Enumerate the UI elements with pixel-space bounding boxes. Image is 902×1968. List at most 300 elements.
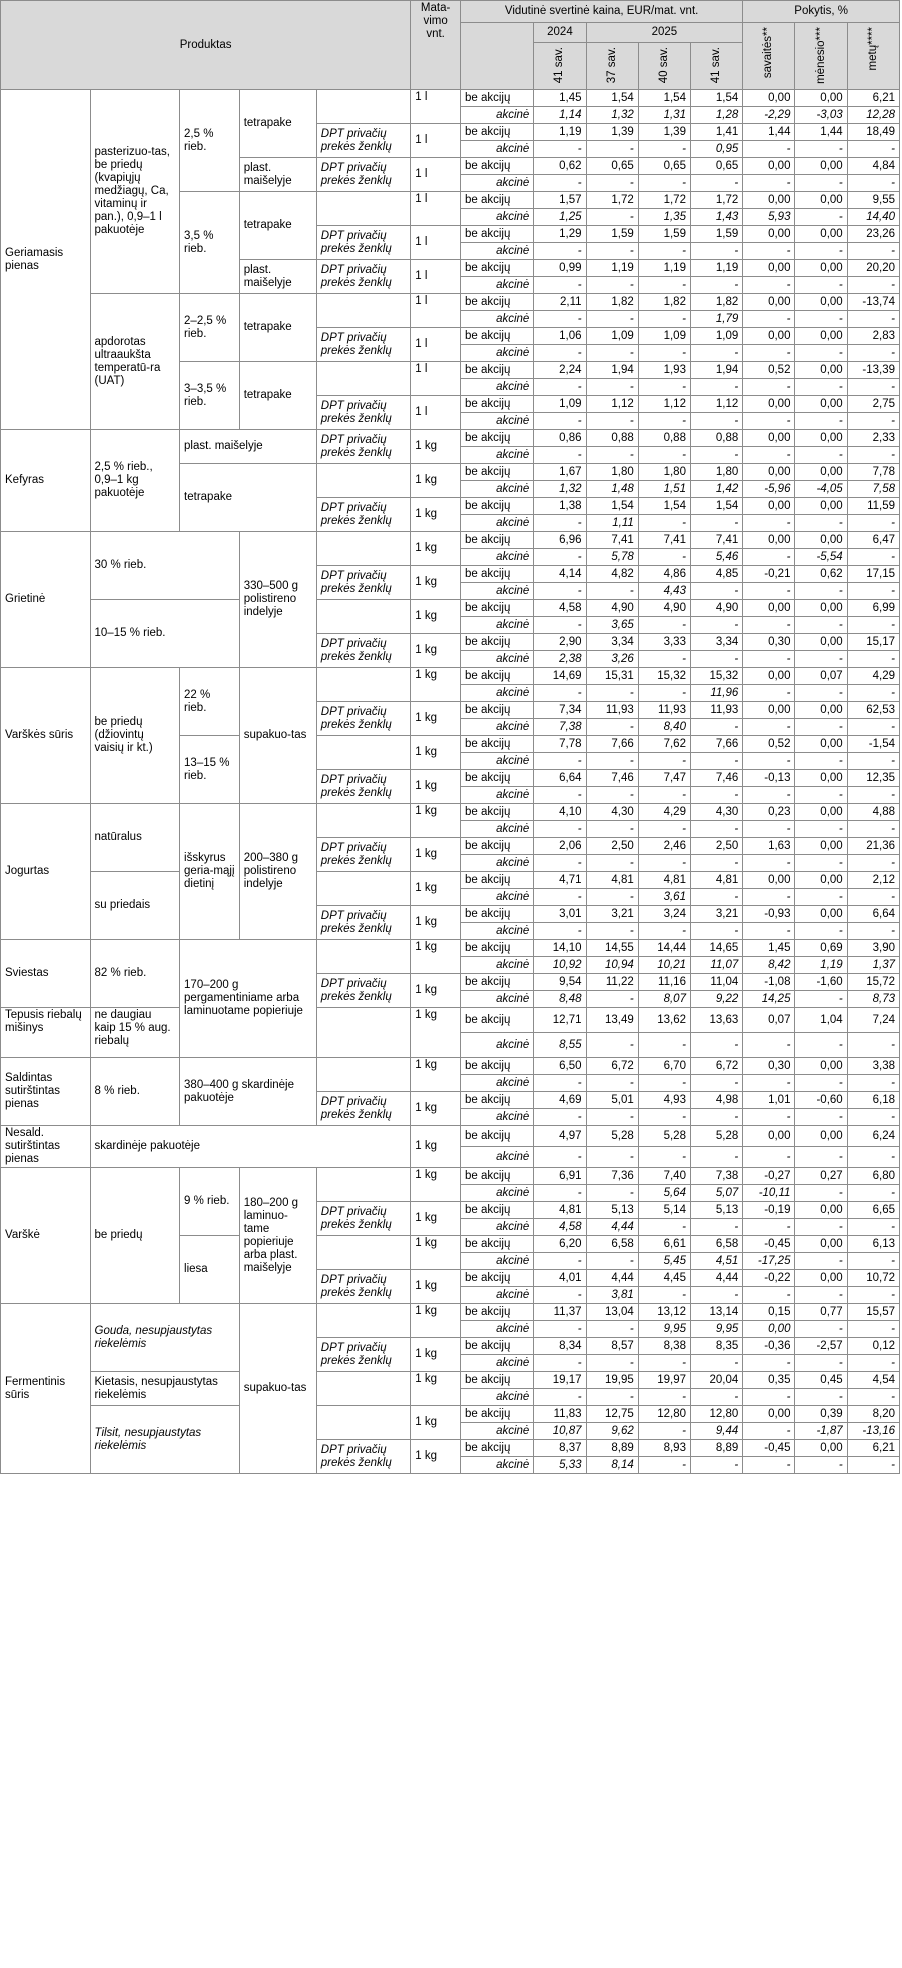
pack-plast: plast. maišelyje — [239, 158, 316, 192]
change-cell: -0,60 — [795, 1092, 847, 1109]
price-cell: - — [690, 1355, 742, 1372]
brand-dpt: DPT privačių prekės ženklų — [316, 1092, 410, 1126]
price-cell: - — [534, 753, 586, 770]
change-cell: - — [847, 1355, 899, 1372]
unit: 1 l — [411, 226, 461, 260]
change-cell: - — [795, 617, 847, 634]
unit: 1 kg — [411, 1406, 461, 1440]
pack-polistireno: 330–500 g polistireno indelyje — [239, 532, 316, 668]
price-cell: 4,81 — [534, 1202, 586, 1219]
change-cell: - — [847, 379, 899, 396]
price-cell: - — [586, 821, 638, 838]
price-cell: 6,61 — [638, 1236, 690, 1253]
change-cell: - — [847, 583, 899, 600]
price-cell: - — [534, 855, 586, 872]
change-cell: -1,54 — [847, 736, 899, 753]
brand-dpt: DPT privačių prekės ženklų — [316, 260, 410, 294]
brand-blank — [316, 1008, 410, 1058]
price-cell: 0,65 — [690, 158, 742, 175]
price-type-akcine: akcinė — [460, 957, 533, 974]
change-cell: 0,00 — [795, 396, 847, 413]
unit: 1 kg — [411, 1372, 461, 1406]
change-cell: 4,88 — [847, 804, 899, 821]
price-cell: 6,20 — [534, 1236, 586, 1253]
header-menesio: mėnesio*** — [795, 23, 847, 90]
change-cell: - — [743, 719, 795, 736]
change-cell: - — [743, 379, 795, 396]
price-cell: 2,38 — [534, 651, 586, 668]
brand-blank — [316, 192, 410, 226]
price-cell: - — [534, 413, 586, 430]
price-cell: 1,12 — [638, 396, 690, 413]
change-cell: 9,55 — [847, 192, 899, 209]
price-cell: - — [586, 583, 638, 600]
price-type-akcine: akcinė — [460, 1321, 533, 1338]
change-cell: - — [795, 175, 847, 192]
price-cell: 4,10 — [534, 804, 586, 821]
change-cell: 0,00 — [743, 702, 795, 719]
price-cell: - — [586, 141, 638, 158]
price-type-akcine: akcinė — [460, 549, 533, 566]
price-cell: 1,59 — [690, 226, 742, 243]
price-cell: 4,81 — [690, 872, 742, 889]
change-cell: 0,00 — [743, 430, 795, 447]
change-cell: 0,00 — [743, 396, 795, 413]
price-cell: - — [534, 1109, 586, 1126]
category-grietine: Grietinė — [1, 532, 91, 668]
category-kefyras: Kefyras — [1, 430, 91, 532]
change-cell: - — [847, 821, 899, 838]
price-cell: 4,30 — [690, 804, 742, 821]
price-cell: - — [690, 243, 742, 260]
change-cell: 0,30 — [743, 1058, 795, 1075]
price-cell: 3,21 — [690, 906, 742, 923]
price-cell: 5,01 — [586, 1092, 638, 1109]
change-cell: 0,35 — [743, 1372, 795, 1389]
price-cell: - — [638, 685, 690, 702]
change-cell: 0,00 — [795, 158, 847, 175]
price-type-akcine: akcinė — [460, 1423, 533, 1440]
change-cell: - — [847, 753, 899, 770]
change-cell: 0,00 — [743, 1126, 795, 1147]
brand-dpt: DPT privačių prekės ženklų — [316, 226, 410, 260]
brand-blank — [316, 804, 410, 838]
price-cell: 14,69 — [534, 668, 586, 685]
price-cell: 0,65 — [586, 158, 638, 175]
unit: 1 l — [411, 192, 461, 226]
price-type-be-akciju: be akcijų — [460, 1236, 533, 1253]
change-cell: - — [743, 923, 795, 940]
price-cell: 7,41 — [638, 532, 690, 549]
price-cell: 2,06 — [534, 838, 586, 855]
price-type-akcine: akcinė — [460, 923, 533, 940]
change-cell: 0,00 — [795, 430, 847, 447]
change-cell: 0,27 — [795, 1168, 847, 1185]
change-cell: - — [847, 1389, 899, 1406]
change-cell: 0,00 — [795, 906, 847, 923]
price-cell: - — [690, 447, 742, 464]
change-cell: - — [743, 583, 795, 600]
change-cell: - — [743, 175, 795, 192]
price-cell: 7,47 — [638, 770, 690, 787]
price-cell: 5,33 — [534, 1457, 586, 1474]
change-cell: 11,59 — [847, 498, 899, 515]
price-cell: 7,36 — [586, 1168, 638, 1185]
price-cell: 1,11 — [586, 515, 638, 532]
price-cell: 0,99 — [534, 260, 586, 277]
header-metu: metų**** — [847, 23, 899, 90]
change-cell: - — [795, 277, 847, 294]
change-cell: - — [847, 277, 899, 294]
change-cell: -3,03 — [795, 107, 847, 124]
price-cell: - — [638, 549, 690, 566]
price-cell: 9,44 — [690, 1423, 742, 1440]
brand-dpt: DPT privačių prekės ženklų — [316, 1270, 410, 1304]
unit: 1 kg — [411, 1304, 461, 1338]
change-cell: 6,24 — [847, 1126, 899, 1147]
price-type-akcine: akcinė — [460, 719, 533, 736]
unit: 1 kg — [411, 600, 461, 634]
change-cell: - — [795, 583, 847, 600]
change-cell: 0,00 — [795, 702, 847, 719]
header-year-2024: 2024 — [534, 23, 586, 43]
price-cell: 6,72 — [586, 1058, 638, 1075]
price-cell: 1,06 — [534, 328, 586, 345]
unit: 1 kg — [411, 498, 461, 532]
change-cell: - — [795, 651, 847, 668]
change-cell: 1,04 — [795, 1008, 847, 1033]
price-cell: - — [586, 277, 638, 294]
change-cell: 6,13 — [847, 1236, 899, 1253]
price-type-be-akciju: be akcijų — [460, 872, 533, 889]
price-cell: 0,88 — [690, 430, 742, 447]
change-cell: 1,37 — [847, 957, 899, 974]
change-cell: - — [795, 379, 847, 396]
change-cell: - — [743, 1389, 795, 1406]
pack-tetrapake: tetrapake — [180, 464, 317, 532]
price-cell: 3,65 — [586, 617, 638, 634]
price-cell: 1,39 — [586, 124, 638, 141]
unit: 1 l — [411, 260, 461, 294]
price-cell: - — [638, 447, 690, 464]
price-cell: - — [534, 889, 586, 906]
change-cell: 0,00 — [795, 804, 847, 821]
price-cell: - — [690, 175, 742, 192]
change-cell: - — [847, 1219, 899, 1236]
price-cell: - — [690, 1389, 742, 1406]
price-cell: 0,65 — [638, 158, 690, 175]
price-cell: 1,93 — [638, 362, 690, 379]
price-cell: - — [690, 855, 742, 872]
category-tepusis: Tepusis riebalų mišinys — [1, 1008, 91, 1058]
price-type-akcine: akcinė — [460, 1389, 533, 1406]
price-cell: 9,54 — [534, 974, 586, 991]
change-cell: 1,44 — [795, 124, 847, 141]
change-cell: 0,00 — [795, 1270, 847, 1287]
change-cell: -0,45 — [743, 1440, 795, 1457]
change-cell: - — [847, 685, 899, 702]
price-cell: 7,46 — [690, 770, 742, 787]
price-cell: 1,54 — [690, 90, 742, 107]
price-cell: - — [638, 1033, 690, 1058]
price-type-be-akciju: be akcijų — [460, 90, 533, 107]
change-cell: - — [743, 1457, 795, 1474]
price-cell: 5,28 — [690, 1126, 742, 1147]
price-cell: 5,64 — [638, 1185, 690, 1202]
price-cell: 2,90 — [534, 634, 586, 651]
change-cell: 15,17 — [847, 634, 899, 651]
change-cell: -1,60 — [795, 974, 847, 991]
price-cell: 8,14 — [586, 1457, 638, 1474]
price-cell: 3,81 — [586, 1287, 638, 1304]
change-cell: 0,00 — [743, 1406, 795, 1423]
price-cell: 4,85 — [690, 566, 742, 583]
change-cell: -5,54 — [795, 549, 847, 566]
price-cell: 6,64 — [534, 770, 586, 787]
price-cell: - — [586, 719, 638, 736]
price-cell: 1,80 — [690, 464, 742, 481]
price-type-akcine: akcinė — [460, 617, 533, 634]
change-cell: - — [795, 1321, 847, 1338]
subcategory-be-priedu-dz: be priedų (džiovintų vaisių ir kt.) — [90, 668, 180, 804]
price-cell: 15,31 — [586, 668, 638, 685]
price-cell: 11,83 — [534, 1406, 586, 1423]
price-cell: 10,94 — [586, 957, 638, 974]
change-cell: - — [743, 821, 795, 838]
header-pokytis: Pokytis, % — [743, 1, 900, 23]
price-cell: 1,09 — [586, 328, 638, 345]
change-cell: 0,12 — [847, 1338, 899, 1355]
isskyrus-dietini: išskyrus geria-mąjį dietinį — [180, 804, 240, 940]
change-cell: - — [847, 855, 899, 872]
price-cell: 1,32 — [534, 481, 586, 498]
change-cell: -0,22 — [743, 1270, 795, 1287]
change-cell: -0,36 — [743, 1338, 795, 1355]
brand-blank — [316, 1372, 410, 1406]
unit: 1 kg — [411, 1168, 461, 1202]
price-type-be-akciju: be akcijų — [460, 770, 533, 787]
price-type-akcine: akcinė — [460, 243, 533, 260]
price-cell: 1,54 — [586, 90, 638, 107]
price-cell: - — [690, 821, 742, 838]
change-cell: - — [743, 617, 795, 634]
brand-blank — [316, 1168, 410, 1202]
change-cell: - — [795, 719, 847, 736]
price-type-be-akciju: be akcijų — [460, 396, 533, 413]
brand-blank — [316, 1406, 410, 1440]
price-cell: - — [534, 141, 586, 158]
price-type-akcine: akcinė — [460, 209, 533, 226]
type-tilsit: Tilsit, nesupjaustytas riekelėmis — [90, 1406, 239, 1474]
price-cell: - — [534, 923, 586, 940]
price-cell: - — [586, 991, 638, 1008]
price-cell: 8,37 — [534, 1440, 586, 1457]
price-cell: 11,07 — [690, 957, 742, 974]
price-cell: - — [690, 345, 742, 362]
change-cell: 0,00 — [743, 872, 795, 889]
price-type-akcine: akcinė — [460, 515, 533, 532]
change-cell: - — [795, 787, 847, 804]
price-cell: 7,34 — [534, 702, 586, 719]
price-cell: - — [690, 583, 742, 600]
price-cell: 2,46 — [638, 838, 690, 855]
unit: 1 kg — [411, 872, 461, 906]
price-cell: - — [690, 617, 742, 634]
price-type-be-akciju: be akcijų — [460, 362, 533, 379]
change-cell: - — [795, 447, 847, 464]
brand-blank — [316, 872, 410, 906]
brand-dpt: DPT privačių prekės ženklų — [316, 430, 410, 464]
change-cell: - — [795, 1075, 847, 1092]
header-savaites: savaitės** — [743, 23, 795, 90]
price-cell: - — [638, 1287, 690, 1304]
pack-plast: plast. maišelyje — [239, 260, 316, 294]
unit: 1 kg — [411, 668, 461, 702]
kefyras-desc: 2,5 % rieb., 0,9–1 kg pakuotėje — [90, 430, 180, 532]
change-cell: - — [743, 1423, 795, 1440]
price-type-akcine: akcinė — [460, 311, 533, 328]
price-cell: 13,49 — [586, 1008, 638, 1033]
price-cell: 4,29 — [638, 804, 690, 821]
change-cell: - — [847, 1253, 899, 1270]
change-cell: - — [795, 345, 847, 362]
unit: 1 l — [411, 396, 461, 430]
price-type-akcine: akcinė — [460, 1147, 533, 1168]
price-cell: - — [586, 175, 638, 192]
change-cell: - — [795, 1253, 847, 1270]
change-cell: 2,12 — [847, 872, 899, 889]
price-cell: - — [690, 1033, 742, 1058]
price-cell: - — [534, 821, 586, 838]
price-cell: 4,14 — [534, 566, 586, 583]
change-cell: 0,30 — [743, 634, 795, 651]
header-vidutine-kaina: Vidutinė svertinė kaina, EUR/mat. vnt. — [460, 1, 742, 23]
brand-blank — [316, 600, 410, 634]
price-type-be-akciju: be akcijų — [460, 702, 533, 719]
price-cell: 3,34 — [690, 634, 742, 651]
change-cell: 21,36 — [847, 838, 899, 855]
price-type-akcine: akcinė — [460, 1033, 533, 1058]
price-cell: 1,94 — [586, 362, 638, 379]
price-cell: - — [638, 379, 690, 396]
change-cell: 0,00 — [743, 90, 795, 107]
price-type-akcine: akcinė — [460, 107, 533, 124]
price-type-akcine: akcinė — [460, 277, 533, 294]
pack-skardine: skardinėje pakuotėje — [90, 1126, 411, 1168]
change-cell: 0,00 — [795, 872, 847, 889]
change-cell: 1,01 — [743, 1092, 795, 1109]
change-cell: 0,00 — [795, 226, 847, 243]
change-cell: 3,38 — [847, 1058, 899, 1075]
price-cell: - — [534, 1075, 586, 1092]
price-cell: - — [690, 1109, 742, 1126]
price-cell: 11,93 — [690, 702, 742, 719]
price-type-be-akciju: be akcijų — [460, 532, 533, 549]
change-cell: - — [847, 1457, 899, 1474]
price-type-akcine: akcinė — [460, 1219, 533, 1236]
price-cell: - — [638, 753, 690, 770]
price-cell: 8,93 — [638, 1440, 690, 1457]
price-cell: 4,01 — [534, 1270, 586, 1287]
change-cell: 0,52 — [743, 362, 795, 379]
price-cell: 1,12 — [690, 396, 742, 413]
price-cell: - — [690, 753, 742, 770]
price-cell: 4,71 — [534, 872, 586, 889]
change-cell: 0,00 — [743, 158, 795, 175]
price-cell: 7,41 — [690, 532, 742, 549]
price-type-akcine: akcinė — [460, 345, 533, 362]
price-cell: 7,66 — [690, 736, 742, 753]
price-cell: 5,07 — [690, 1185, 742, 1202]
fat-liesa: liesa — [180, 1236, 240, 1304]
unit: 1 kg — [411, 1058, 461, 1092]
price-cell: - — [690, 719, 742, 736]
price-type-be-akciju: be akcijų — [460, 838, 533, 855]
price-cell: 4,93 — [638, 1092, 690, 1109]
change-cell: -0,45 — [743, 1236, 795, 1253]
change-cell: -2,57 — [795, 1338, 847, 1355]
price-type-be-akciju: be akcijų — [460, 192, 533, 209]
subcategory-su-priedais: su priedais — [90, 872, 180, 940]
header-week-2025-40: 40 sav. — [638, 43, 690, 90]
price-cell: 11,22 — [586, 974, 638, 991]
change-cell: - — [743, 345, 795, 362]
price-cell: - — [638, 243, 690, 260]
price-cell: 6,70 — [638, 1058, 690, 1075]
price-type-akcine: akcinė — [460, 685, 533, 702]
price-cell: 1,09 — [638, 328, 690, 345]
price-cell: 4,44 — [586, 1219, 638, 1236]
price-cell: - — [586, 243, 638, 260]
price-cell: 19,17 — [534, 1372, 586, 1389]
unit: 1 l — [411, 328, 461, 362]
unit: 1 l — [411, 90, 461, 124]
price-type-akcine: akcinė — [460, 141, 533, 158]
price-cell: 12,80 — [690, 1406, 742, 1423]
price-cell: 14,44 — [638, 940, 690, 957]
change-cell: 0,00 — [743, 600, 795, 617]
price-cell: 8,55 — [534, 1033, 586, 1058]
price-type-akcine: akcinė — [460, 753, 533, 770]
price-cell: - — [638, 141, 690, 158]
price-type-be-akciju: be akcijų — [460, 1440, 533, 1457]
brand-dpt: DPT privačių prekės ženklų — [316, 634, 410, 668]
price-cell: - — [534, 1147, 586, 1168]
price-cell: 14,55 — [586, 940, 638, 957]
change-cell: - — [847, 1321, 899, 1338]
change-cell: - — [743, 651, 795, 668]
change-cell: 8,42 — [743, 957, 795, 974]
change-cell: - — [795, 1219, 847, 1236]
price-cell: 10,21 — [638, 957, 690, 974]
price-cell: 1,45 — [534, 90, 586, 107]
price-cell: 1,19 — [638, 260, 690, 277]
price-cell: - — [638, 345, 690, 362]
price-cell: - — [534, 549, 586, 566]
change-cell: 0,23 — [743, 804, 795, 821]
price-cell: 13,62 — [638, 1008, 690, 1033]
price-cell: - — [586, 685, 638, 702]
price-type-be-akciju: be akcijų — [460, 1304, 533, 1321]
price-cell: - — [534, 583, 586, 600]
price-cell: 8,40 — [638, 719, 690, 736]
change-cell: -17,25 — [743, 1253, 795, 1270]
change-cell: 7,24 — [847, 1008, 899, 1033]
change-cell: 5,93 — [743, 209, 795, 226]
change-cell: - — [795, 991, 847, 1008]
price-cell: - — [534, 277, 586, 294]
pack-pergamentas: 170–200 g pergamentiniame arba laminuotame popieriuje — [180, 940, 317, 1058]
